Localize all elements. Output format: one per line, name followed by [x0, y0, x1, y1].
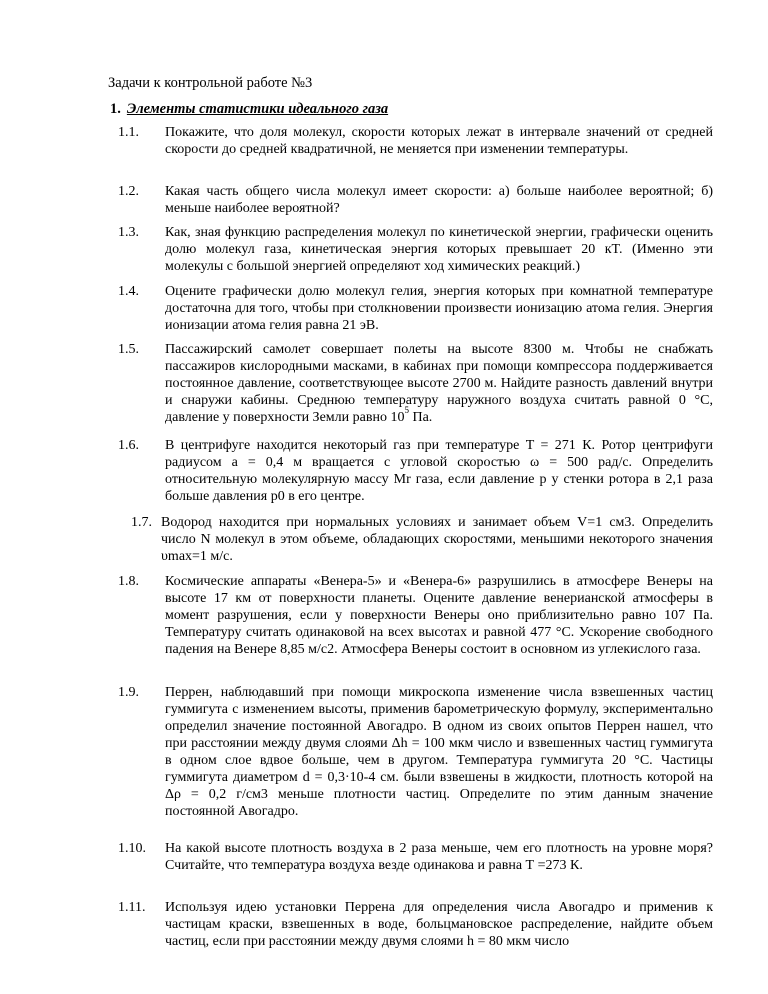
problem-text: Перрен, наблюдавший при помощи микроскопа изменение числа взвешенных частиц гуммигута с изменением высоты, применив барометрическую формулу, экспериментально определил значение постоянной Авогадро. В одном из своих опытов Перрен нашел, что при расстоянии между двумя слоями Δh = 100 мкм число и взвешенных частиц гуммигута в одном слое вдвое больше, чем в другом. Температура гуммигута 20 °С. Частицы гуммигута диаметром d = 0,3·10-4 см. были взвешены в жидкости, плотность которой на Δρ = 0,2 г/см3 меньше плотности частиц. Определите по этим данным значение постоянной Авогадро.: [165, 685, 713, 819]
problem-number: 1.9.: [118, 685, 139, 700]
problem-text: Оцените графически долю молекул гелия, энергия которых при комнатной температуре достаточна для того, чтобы при столкновении произвести ионизацию атома гелия. Энергия ионизации атома гелия равна 21 эВ.: [165, 284, 713, 333]
section-number: 1.: [110, 101, 121, 117]
document-title: Задачи к контрольной работе №3: [108, 75, 313, 91]
problem-number: 1.10.: [118, 841, 146, 856]
problem-text-tail: Па.: [408, 410, 433, 425]
problem-text: [165, 341, 713, 426]
problem-number: 1.5.: [118, 342, 139, 357]
problem-text: В центрифуге находится некоторый газ при температуре T = 271 К. Ротор центрифуги радиусом a = 0,4 м вращается с угловой скоростью ω = 500 рад/с. Определить относительную молекулярную массу Mr газа, если давление р у стенки ротора в 2,1 раза больше давления p0 в его центре.: [165, 438, 713, 504]
problem-number: 1.2.: [118, 184, 139, 199]
problem-number: 1.3.: [118, 225, 139, 240]
problem-text: Водород находится при нормальных условиях и занимает объем V=1 см3. Определить число N молекул в этом объеме, обладающих скоростями, меньшими некоторого значения υmax=1 м/с.: [161, 515, 713, 564]
section-title: Элементы статистики идеального газа: [126, 101, 389, 117]
problem-number: 1.7.: [131, 515, 152, 530]
problem-number: 1.1.: [118, 125, 139, 140]
section-heading: [110, 101, 388, 118]
problem-text: Используя идею установки Перрена для определения числа Авогадро и применив к частицам краски, взвешенных в воде, больцмановское распределение, найдите объем частиц, если при расстоянии между двумя слоями h = 80 мкм число: [165, 900, 713, 949]
problem-number: 1.11.: [118, 900, 146, 915]
problem-text: Как, зная функцию распределения молекул по кинетической энергии, графически оценить долю молекул газа, кинетическая энергия которых превышает 20 кT. (Именно эти молекулы с большой энергией определяют ход химических реакций.): [165, 225, 713, 274]
problem-text-main: Пассажирский самолет совершает полеты на высоте 8300 м. Чтобы не снабжать пассажиров кислородными масками, в кабинах при помощи компрессора поддерживается постоянное давление, соответствующее высоте 2700 м. Найдите разность давлений внутри и снаружи кабины. Среднюю температуру наружного воздуха считать равной 0 °С, давление у поверхности Земли равно 10: [165, 342, 713, 425]
problem-number: 1.4.: [118, 284, 139, 299]
problem-number: 1.8.: [118, 574, 139, 589]
problem-text: На какой высоте плотность воздуха в 2 раза меньше, чем его плотность на уровне моря? Считайте, что температура воздуха везде одинакова и равна Т =273 К.: [165, 841, 713, 873]
problem-number: 1.6.: [118, 438, 139, 453]
problem-text: Какая часть общего числа молекул имеет скорости: а) больше наиболее вероятной; б) меньше наиболее вероятной?: [165, 184, 713, 216]
superscript: 5: [404, 405, 409, 416]
problem-text: Покажите, что доля молекул, скорости которых лежат в интервале значений от средней скорости до средней квадратичной, не меняется при изменении температуры.: [165, 125, 713, 157]
problem-text: Космические аппараты «Венера-5» и «Венера-6» разрушились в атмосфере Венеры на высоте 17 км от поверхности планеты. Оцените давление венерианской атмосферы в момент разрушения, если у поверхности Венеры оно приблизительно равно 107 Па. Температуру считать одинаковой на всех высотах и равной 477 °С. Ускорение свободного падения на Венере 8,85 м/с2. Атмосфера Венеры состоит в основном из углекислого газа.: [165, 574, 713, 657]
